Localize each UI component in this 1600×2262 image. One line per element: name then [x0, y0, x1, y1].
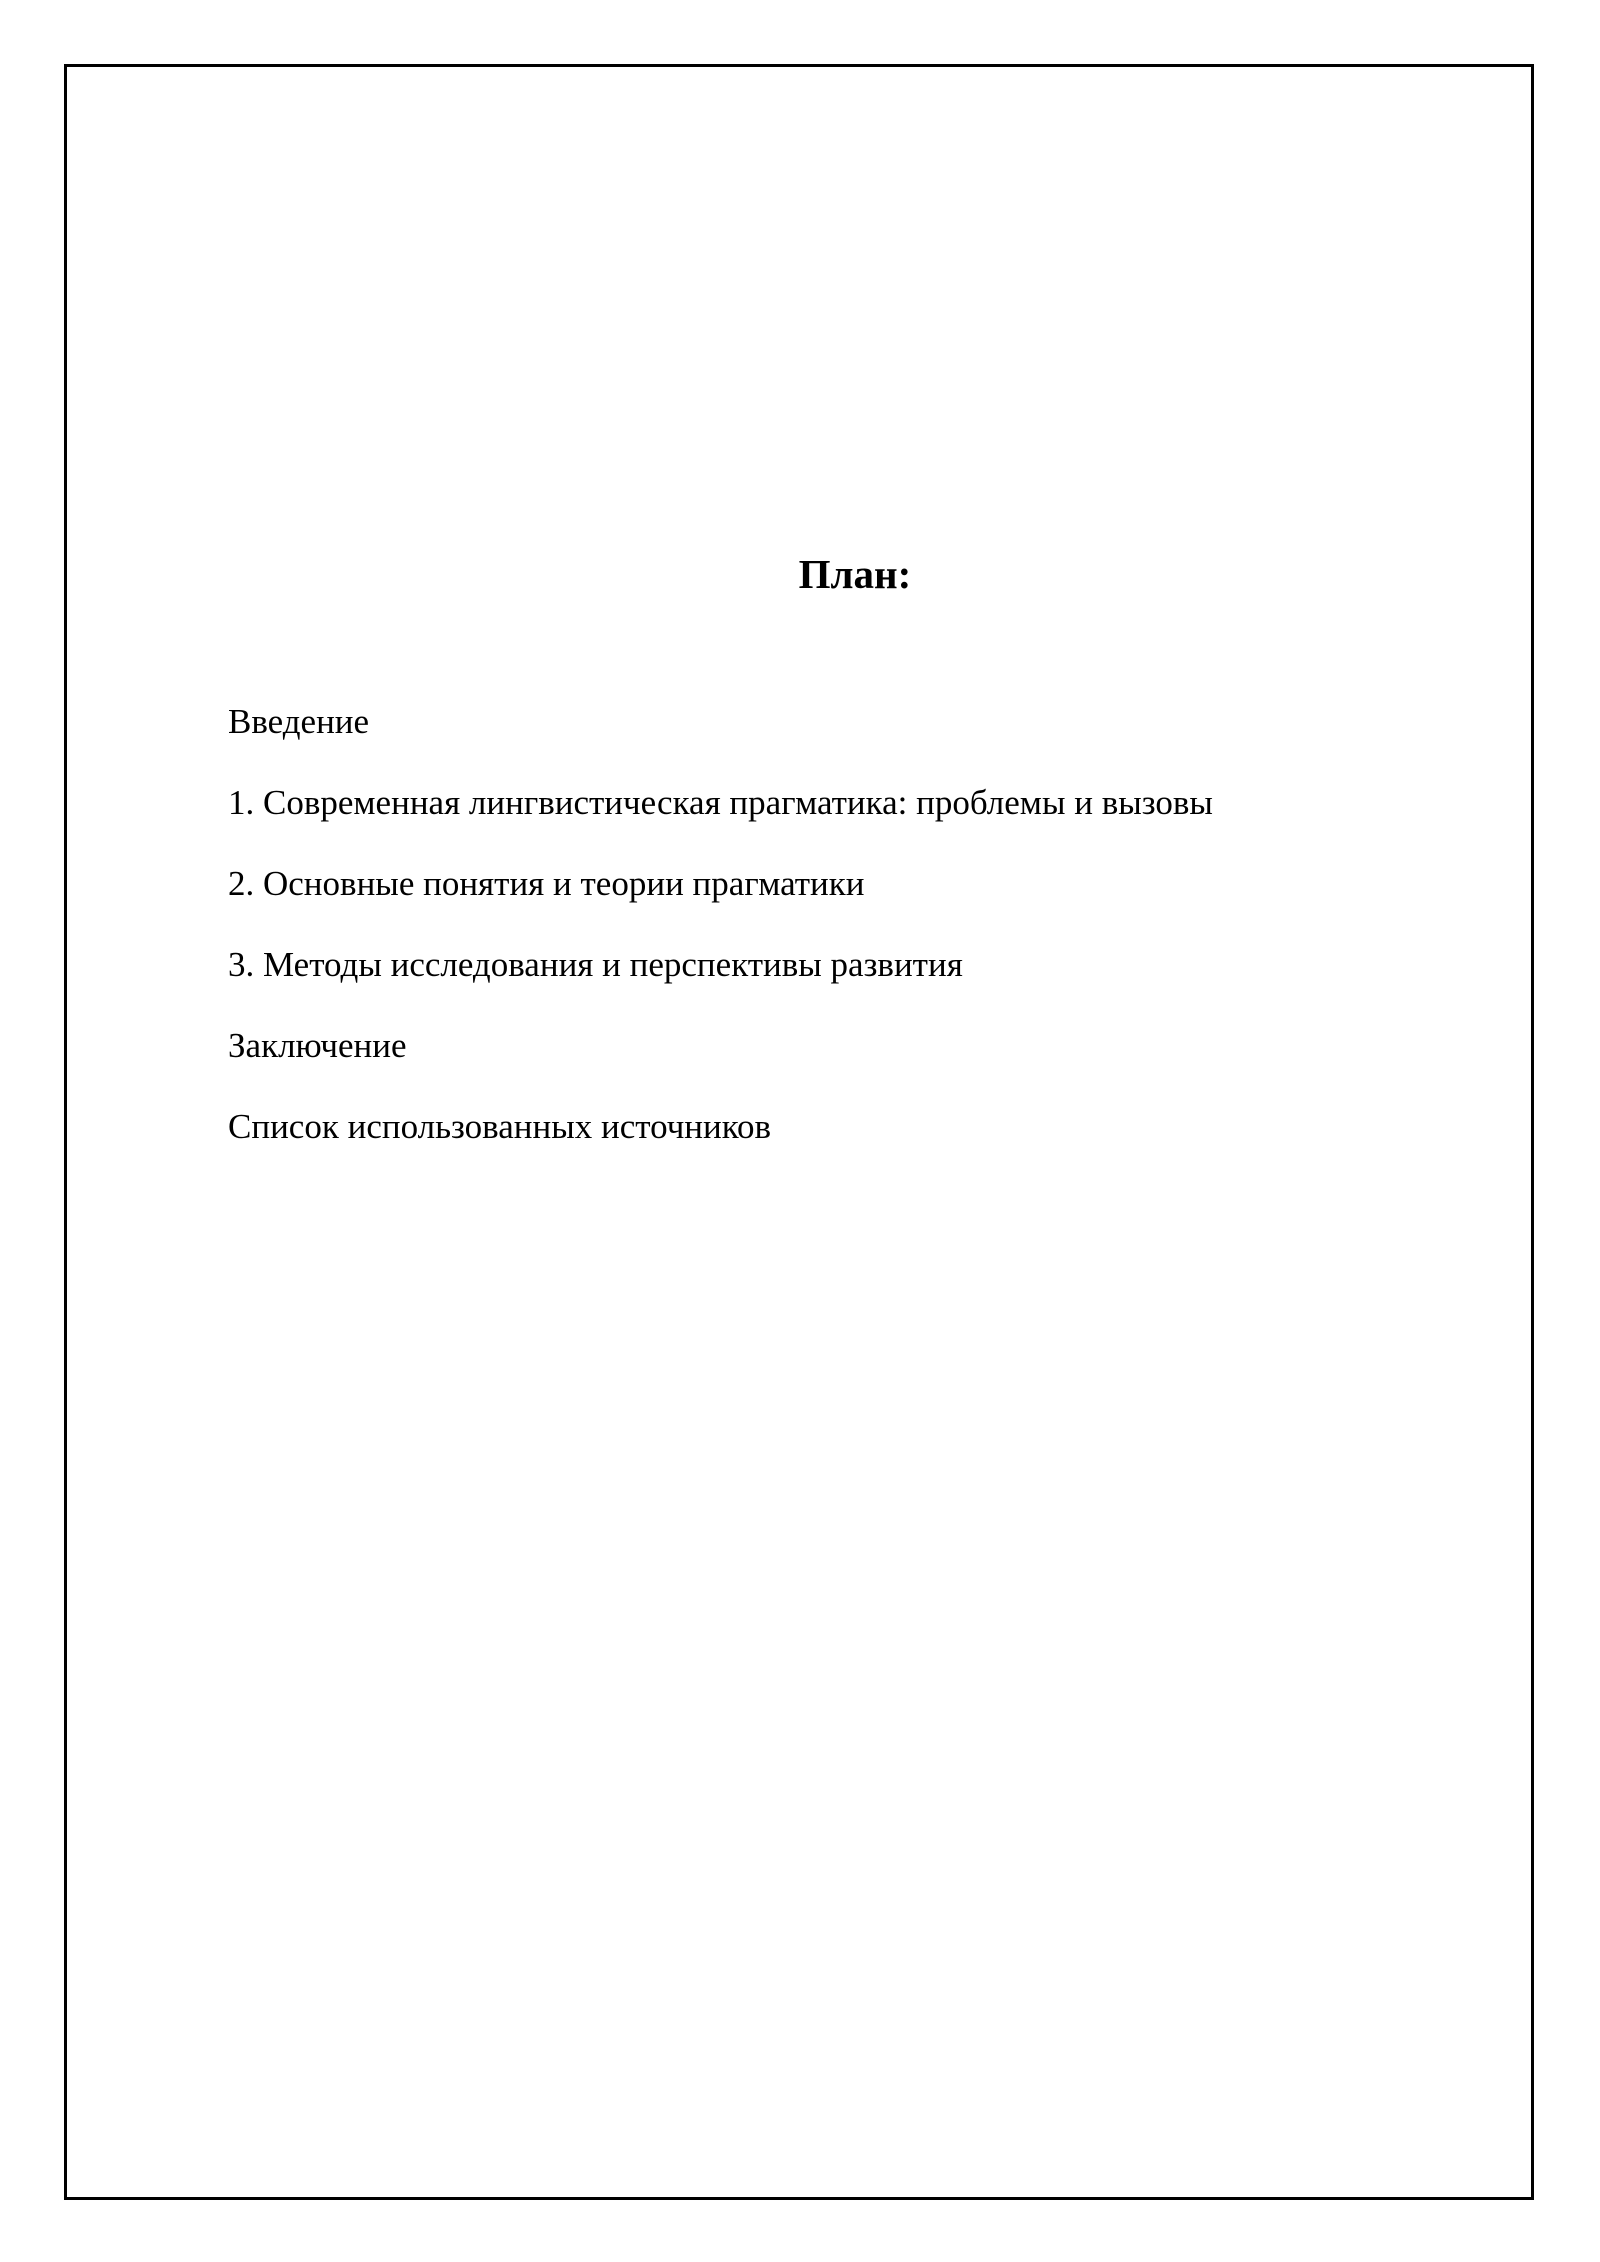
toc-item-introduction: Введение: [228, 702, 370, 741]
toc-item-conclusion: Заключение: [228, 1026, 407, 1065]
toc-item-chapter-2: 2. Основные понятия и теории прагматики: [228, 864, 865, 903]
table-of-contents: [228, 701, 1213, 1187]
toc-item-chapter-1: 1. Современная лингвистическая прагматика: проблемы и вызовы: [228, 783, 1213, 822]
toc-item-references: Список использованных источников: [228, 1107, 772, 1146]
toc-item-chapter-3: 3. Методы исследования и перспективы развития: [228, 945, 963, 984]
plan-title: План:: [798, 551, 912, 597]
